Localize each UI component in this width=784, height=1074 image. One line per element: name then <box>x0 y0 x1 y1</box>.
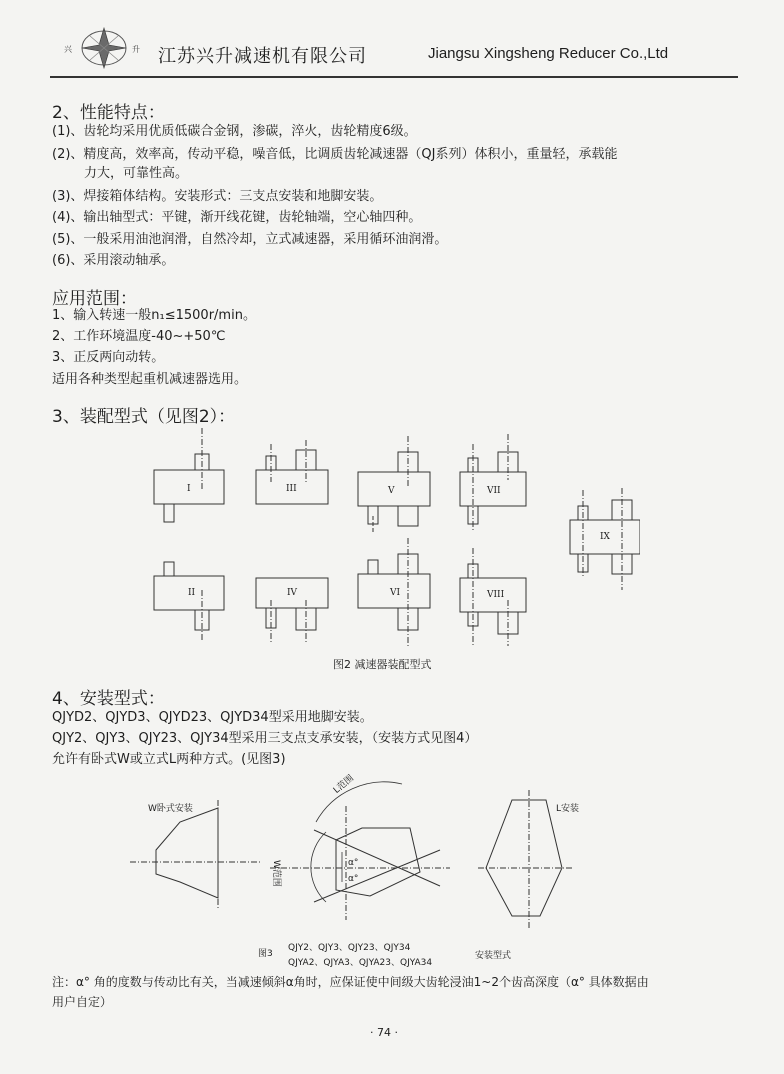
alpha-label-lower: α° <box>348 874 359 884</box>
assembly-type-i <box>154 428 224 522</box>
horizontal-install-label: W卧式安装 <box>148 804 193 814</box>
horizontal-install-shape <box>130 800 260 910</box>
performance-item-4: (4)、输出轴型式：平键，渐开线花键，齿轮轴端，空心轴四种。 <box>52 210 422 225</box>
label-type-iv: IV <box>287 588 298 598</box>
performance-item-3: (3)、焊接箱体结构。安装形式：三支点安装和地脚安装。 <box>52 189 383 204</box>
assembly-type-ii <box>154 562 224 642</box>
application-item-3: 3、正反两向动转。 <box>52 350 165 365</box>
alpha-label-upper: α° <box>348 858 359 868</box>
l-range-label: L范围 <box>331 773 356 796</box>
label-type-iii: III <box>286 484 297 494</box>
company-name-en: Jiangsu Xingsheng Reducer Co.,Ltd <box>428 45 669 62</box>
note-line-2: 用户自定） <box>52 995 113 1009</box>
performance-item-5: (5)、一般采用油池润滑，自然冷却，立式减速器，采用循环油润滑。 <box>52 232 448 247</box>
note-line-1: 注：α° 角的度数与传动比有关，当减速倾斜α角时，应保证使中间级大齿轮浸油1~2个齿高深度（α° 具体数据由 <box>52 975 649 989</box>
tilted-install-shape <box>270 782 450 920</box>
performance-heading: 2、性能特点： <box>52 103 165 123</box>
application-item-1: 1、输入转速一般n₁≤1500r/min。 <box>52 308 256 323</box>
label-type-vii: VII <box>487 486 501 496</box>
figure3-number: 图3 <box>258 949 273 959</box>
page-number: · 74 · <box>370 1026 398 1039</box>
install-line-2: QJY2、QJY3、QJY23、QJY34型采用三支点支承安装，（安装方式见图4） <box>52 731 478 746</box>
header-rule <box>50 76 738 78</box>
application-heading: 应用范围： <box>52 289 137 309</box>
installation-diagram <box>120 770 590 930</box>
label-type-v: V <box>388 486 395 496</box>
models-line-1: QJY2、QJY3、QJY23、QJY34 <box>288 943 411 953</box>
label-type-viii: VIII <box>487 590 505 600</box>
install-line-1: QJYD2、QJYD3、QJYD23、QJYD34型采用地脚安装。 <box>52 710 373 725</box>
assembly-type-iii <box>256 440 328 504</box>
company-logo <box>62 22 146 74</box>
assembly-diagram <box>140 420 640 650</box>
figure2-caption: 图2 减速器装配型式 <box>333 658 432 671</box>
assembly-type-vii <box>460 434 526 530</box>
install-heading: 4、安装型式： <box>52 689 165 709</box>
vertical-install-label: L安装 <box>556 804 580 814</box>
label-type-vi: VI <box>390 588 401 598</box>
logo-char-left: 兴 <box>64 45 72 54</box>
performance-item-2: (2)、精度高，效率高，传动平稳，噪音低，比调质齿轮减速器（QJ系列）体积小，重量轻，承载能 <box>52 147 618 162</box>
models-line-2: QJYA2、QJYA3、QJYA23、QJYA34 <box>288 958 433 968</box>
performance-item-1: (1)、齿轮均采用优质低碳合金钢，渗碳，淬火，齿轮精度6级。 <box>52 124 417 139</box>
application-item-2: 2、工作环境温度-40~+50℃ <box>52 329 226 344</box>
assembly-type-v <box>358 436 430 532</box>
label-type-ii: II <box>188 588 196 598</box>
label-type-i: I <box>187 484 191 494</box>
w-range-label: W范围 <box>271 860 281 887</box>
install-mode-label: 安装型式 <box>475 951 512 961</box>
label-type-ix: IX <box>600 532 610 542</box>
performance-item-2-cont: 力大，可靠性高。 <box>84 166 189 181</box>
logo-char-right: 升 <box>132 45 140 54</box>
performance-item-6: (6)、采用滚动轴承。 <box>52 253 175 268</box>
company-name-cn: 江苏兴升减速机有限公司 <box>158 46 367 67</box>
install-line-3: 允许有卧式W或立式L两种方式。(见图3) <box>52 752 286 767</box>
application-item-4: 适用各种类型起重机减速器选用。 <box>52 372 248 387</box>
assembly-heading: 3、装配型式（见图2）： <box>52 407 236 427</box>
